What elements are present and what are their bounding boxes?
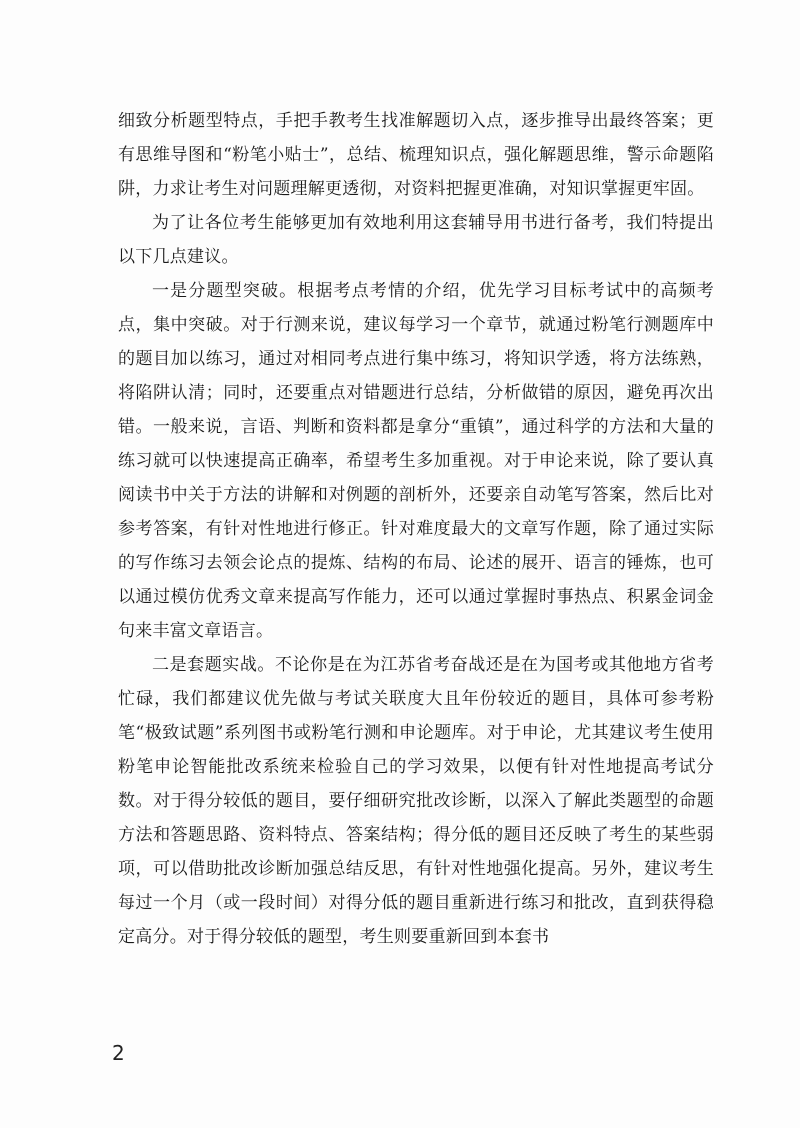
document-body [118, 104, 714, 954]
paragraph-3: 一是分题型突破。根据考点考情的介绍，优先学习目标考试中的高频考点，集中突破。对于行测来说，建议每学习一个章节，就通过粉笔行测题库中的题目加以练习，通过对相同考点进行集中练习，将知识学透，将方法练熟，将陷阱认清；同时，还要重点对错题进行总结，分析做错的原因，避免再次出错。一般来说，言语、判断和资料都是拿分“重镇”，通过科学的方法和大量的练习就可以快速提高正确率，希望考生多加重视。对于申论来说，除了要认真阅读书中关于方法的讲解和对例题的剖析外，还要亲自动笔写答案，然后比对参考答案，有针对性地进行修正。针对难度最大的文章写作题，除了通过实际的写作练习去领会论点的提炼、结构的布局、论述的展开、语言的锤炼，也可以通过模仿优秀文章来提高写作能力，还可以通过掌握时事热点、积累金词金句来丰富文章语言。 [118, 281, 714, 641]
paragraph-1: 细致分析题型特点，手把手教考生找准解题切入点，逐步推导出最终答案；更有思维导图和“粉笔小贴士”，总结、梳理知识点，强化解题思维，警示命题陷阱，力求让考生对问题理解更透彻，对资料把握更准确，对知识掌握更牢固。 [118, 111, 714, 199]
page-number: 2 [112, 1041, 125, 1065]
paragraph-2: 为了让各位考生能够更加有效地利用这套辅导用书进行备考，我们特提出以下几点建议。 [118, 213, 714, 267]
paragraph-4: 二是套题实战。不论你是在为江苏省考奋战还是在为国考或其他地方省考忙碌，我们都建议优先做与考试关联度大且年份较近的题目，具体可参考粉笔“极致试题”系列图书或粉笔行测和申论题库。对于申论，尤其建议考生使用粉笔申论智能批改系统来检验自己的学习效果，以便有针对性地提高考试分数。对于得分较低的题目，要仔细研究批改诊断，以深入了解此类题型的命题方法和答题思路、资料特点、答案结构；得分低的题目还反映了考生的某些弱项，可以借助批改诊断加强总结反思，有针对性地强化提高。另外，建议考生每过一个月（或一段时间）对得分低的题目重新进行练习和批改，直到获得稳定高分。对于得分较低的题型，考生则要重新回到本套书 [118, 655, 714, 947]
